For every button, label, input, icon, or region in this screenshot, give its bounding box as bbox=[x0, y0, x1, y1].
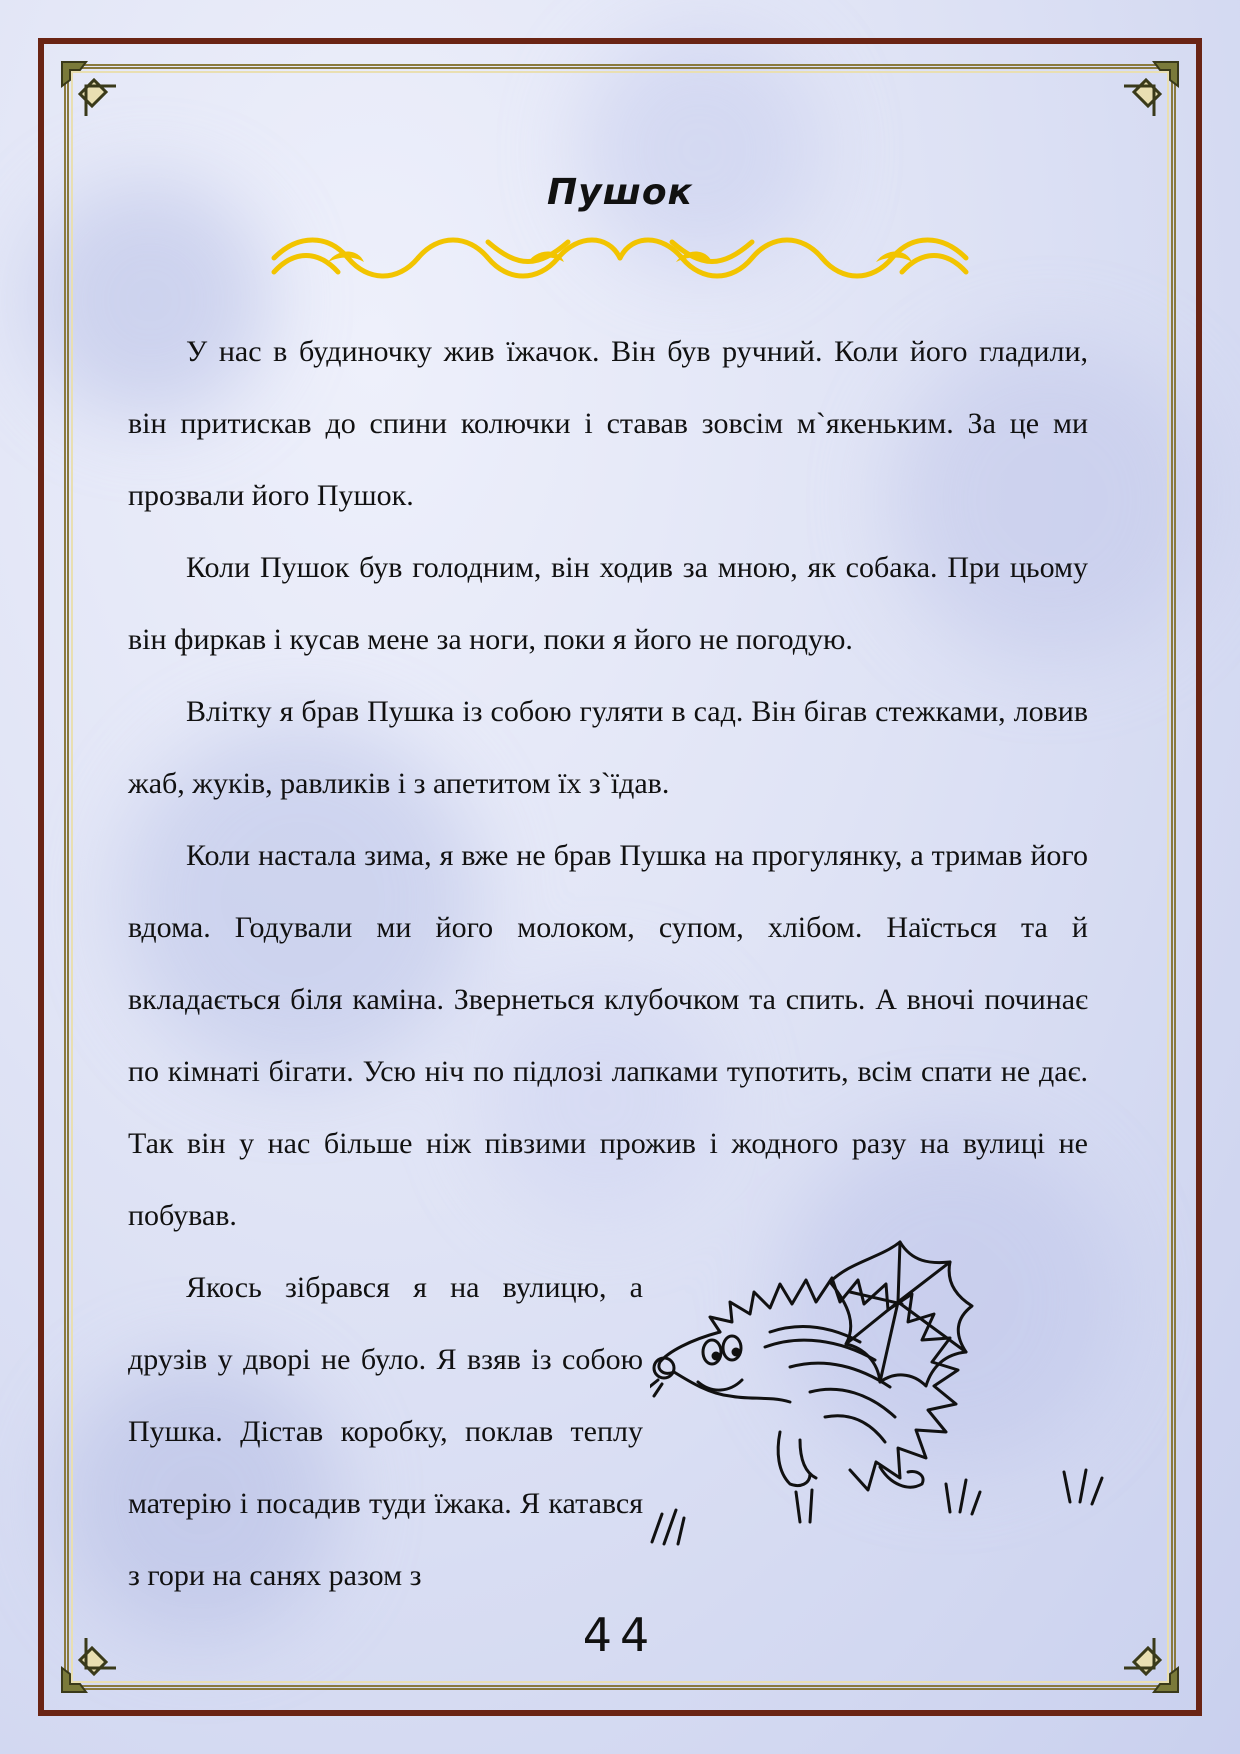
paragraph-3: Влітку я брав Пушка із собою гуляти в сад. Він бігав стежками, ловив жаб, жуків, равликів і з апетитом їх з`їдав. bbox=[128, 695, 1088, 800]
corner-ornament-top-left bbox=[56, 56, 128, 128]
decorative-ornament-divider bbox=[268, 228, 972, 288]
page-title: Пушок bbox=[547, 172, 693, 213]
page-number: 44 bbox=[582, 1608, 658, 1662]
corner-ornament-top-right bbox=[1112, 56, 1184, 128]
paragraph-2: Коли Пушок був голодним, він ходив за мною, як собака. При цьому він фиркав і кусав мене за ноги, поки я його не погодую. bbox=[128, 551, 1088, 656]
paragraph-5: Якось зібрався я на вулицю, а друзів у дворі не було. Я взяв із собою Пушка. Дістав коробку, поклав теплу матерію і посадив туди їжака. Я катався з гори на санях разом з bbox=[128, 1271, 643, 1592]
paragraph-1: У нас в будиночку жив їжачок. Він був ручний. Коли його гладили, він притискав до спини колючки і ставав зовсім м`якеньким. За це ми прозвали його Пушок. bbox=[128, 335, 1088, 512]
hedgehog-with-leaf-illustration bbox=[650, 1222, 1120, 1572]
paragraph-4: Коли настала зима, я вже не брав Пушка на прогулянку, а тримав його вдома. Годували ми його молоком, супом, хлібом. Наїсться та й вкладається біля каміна. Звернеться клубочком та спить. А вночі починає по кімнаті бігати. Усю ніч по підлозі лапками тупотить, всім спати не дає. Так він у нас більше ніж півзими прожив і жодного разу на вулиці не побував. bbox=[128, 839, 1088, 1232]
